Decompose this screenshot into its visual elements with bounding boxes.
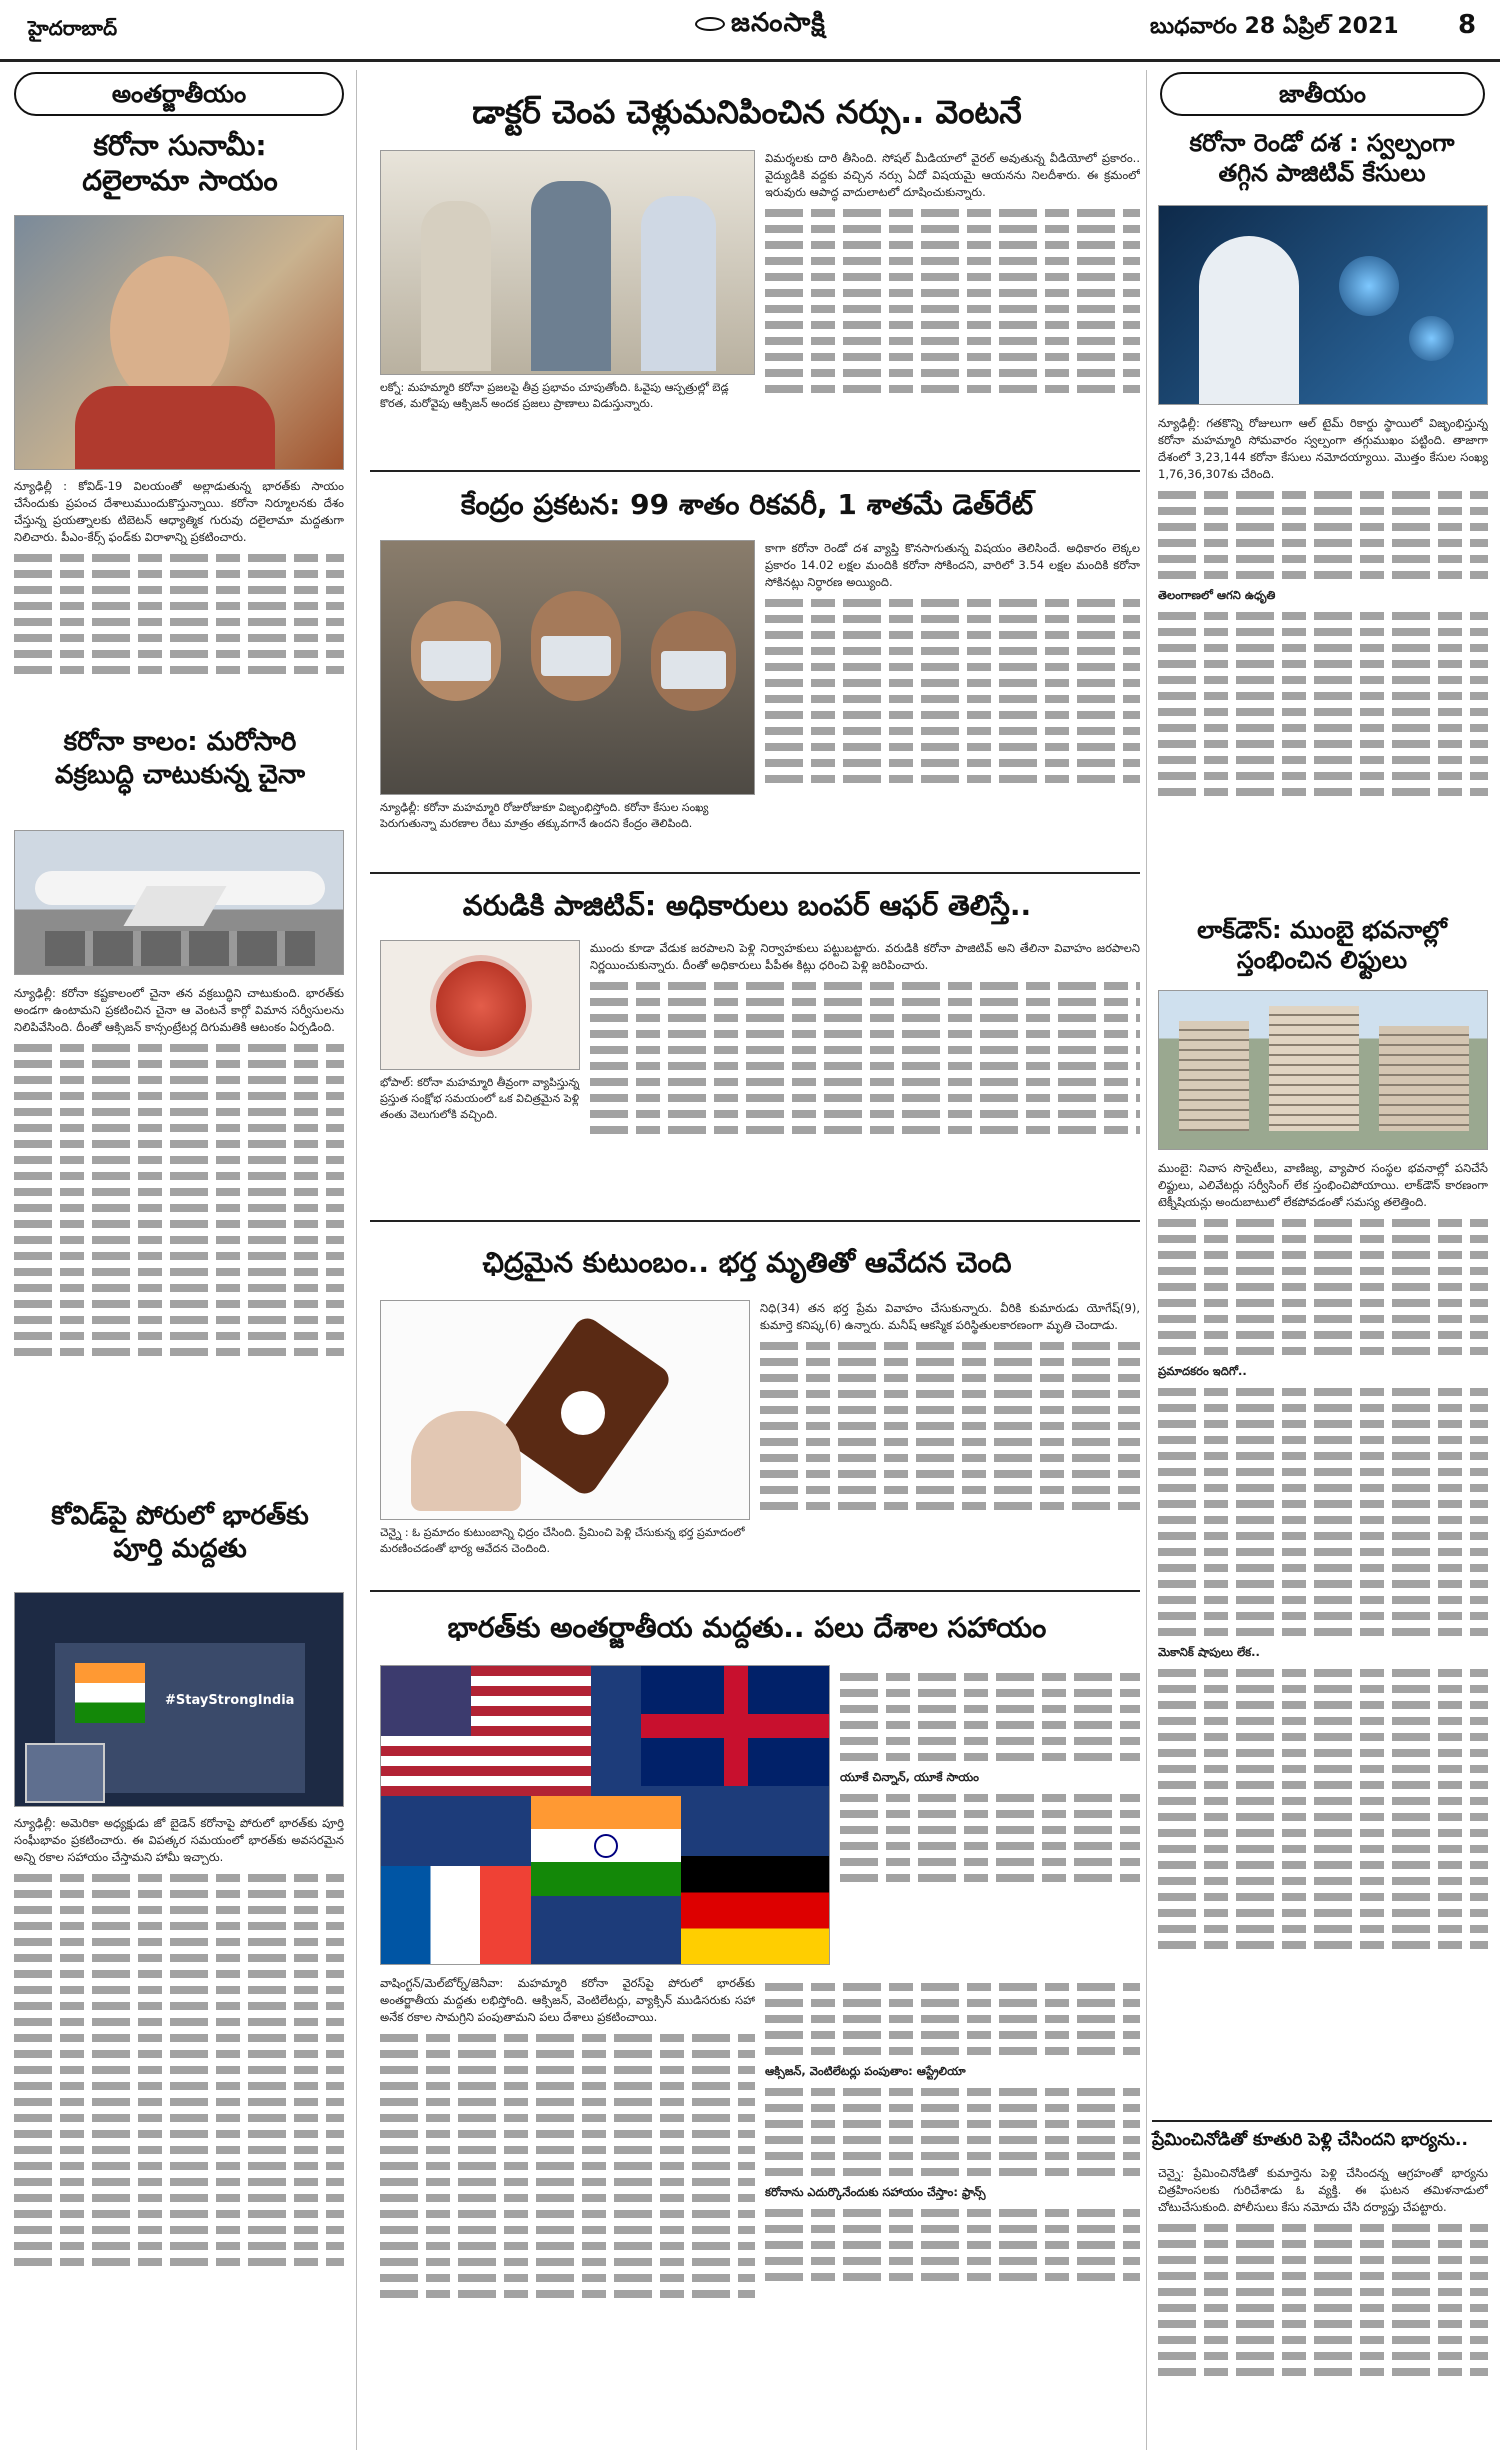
cargo-plane-photo (14, 830, 344, 975)
headline-mumbai-lifts (1152, 915, 1492, 975)
story-text: విమర్శలకు దారి తీసింది. సోషల్ మీడియాలో వైరల్ అవుతున్న వీడియోలో ప్రకారం.. వైద్యుడికి వద్దకు వచ్చిన నర్సు ఏదో విషయమై ఆయనను నిలదీశారు. ఈ క్రమంలో ఇరువురు ఆపాద్ధ వాదులాటలో దూషించుకున్నారు. (765, 151, 1140, 199)
story-text: చెన్నై: ప్రేమించినోడితో కుమార్తెను పెళ్లి చేసిందన్న ఆగ్రహంతో భార్యను చిత్రహింసలకు గురిచేశాడు ఓ వ్యక్తి. ఈ ఘటన తమిళనాడులో చోటుచేసుకుంది. పోలీసులు కేసు నమోదు చేసి దర్యాప్తు చేపట్టారు. (1158, 2166, 1488, 2214)
story-text: వాషింగ్టన్/మెల్‌బోర్న్/జెనీవా: మహమ్మారి కరోనా వైరస్‌పై పోరులో భారత్‌కు అంతర్జాతీయ మద్దతు లభిస్తోంది. ఆక్సిజన్, వెంటిలేటర్లు, వ్యాక్సిన్ ముడిసరుకు సహా అనేక రకాల సామగ్రిని పంపుతామని పలు దేశాలు ప్రకటించాయి. (380, 1976, 755, 2024)
headline-line: స్తంభించిన లిఫ్టులు (1236, 946, 1408, 974)
eye-icon (695, 17, 725, 31)
india-flag-projection (75, 1663, 145, 1723)
ppe-doctor-photo (1158, 205, 1488, 405)
headline-recovery: కేంద్రం ప్రకటన: 99 శాతం రికవరీ, 1 శాతమే డెత్‌రేట్ (460, 488, 1034, 521)
story-body (1158, 415, 1488, 910)
headline-line: కరోనా సునామీ: (93, 129, 267, 162)
building-shape (1379, 1026, 1469, 1131)
story-text: ముందు కూడా వేడుక జరపాలని పెళ్లి నిర్వాహకులు పట్టుబట్టారు. వరుడికి కరోనా పాజిటివ్ అని తేలినా వివాహం జరపాలని నిర్ణయించుకున్నారు. దీంతో అధికారులు పీపీఈ కిట్లు ధరించి పెళ్లి జరిపించారు. (590, 941, 1140, 972)
column-divider (356, 70, 357, 2450)
headline-international-aid: భారత్‌కు అంతర్జాతీయ మద్దతు.. పలు దేశాల సహాయం (447, 1611, 1047, 1644)
virus-shape (1339, 256, 1399, 316)
story-divider (370, 872, 1140, 874)
uk-flag (641, 1666, 830, 1786)
ppe-suit-shape (1199, 236, 1299, 405)
cargo-boxes (45, 931, 315, 966)
subheading: ఆక్సిజన్, వెంటిలేటర్లు పంపుతాం: ఆస్ట్రేలియా (765, 2064, 966, 2078)
story-text: న్యూఢిల్లీ: అమెరికా అధ్యక్షుడు జో బైడెన్ కరోనాపై పోరులో భారత్‌కు పూర్తి సంఘీభావం ప్రకటించారు. ఈ విపత్కర సమయంలో భారత్‌కు అవసరమైన అన్ని రకాల సహాయం చేస్తామని హామీ ఇచ్చారు. (14, 1816, 344, 1864)
column-divider (1146, 70, 1147, 2450)
story-text: న్యూఢిల్లీ: కరోనా కష్టకాలంలో చైనా తన వక్రబుద్ధిని చాటుకుంది. భారత్‌కు అండగా ఉంటామని ప్రకటించిన చైనా ఆ వెంటనే కార్గో విమాన సర్వీసులను నిలిపివేసింది. దీంతో ఆక్సిజన్ కాన్సంట్రేటర్ల దిగుమతికి ఆటంకం ఏర్పడింది. (14, 986, 344, 1034)
headline-line: దలైలామా సాయం (82, 164, 278, 197)
virus-shape (1409, 316, 1454, 361)
story-text: న్యూఢిల్లీ : కోవిడ్-19 విలయంతో అల్లాడుతున్న భారత్‌కు సాయం చేసేందుకు ప్రపంచ దేశాలుముందుకొస్తున్నాయి. కరోనా నిర్మూలనకు దేశం చేస్తున్న ప్రయత్నాలకు టిబెటన్ ఆధ్యాత్మిక గురువు దలైలామా మద్దతుగా నిలిచారు. పీఎం-కేర్స్ ఫండ్‌కు విరాళాన్ని ప్రకటించారు. (14, 479, 344, 544)
headline-support (10, 1500, 350, 1565)
page-number: 8 (1458, 10, 1477, 40)
story-text: నిధి(34) తన భర్త ప్రేమ వివాహం చేసుకున్నారు. వీరికి కుమారుడు యోగేష్(9), కుమార్తె కనిష్క(6) ఉన్నారు. మనీష్ ఆకస్మిక పరిస్థితులకారణంగా మృతి చెందాడు. (760, 1301, 1140, 1332)
uk-flag-cross (724, 1666, 748, 1786)
queue-photo (380, 540, 755, 795)
newspaper-logo (695, 8, 826, 44)
story-body (840, 1665, 1140, 1965)
person-shape (641, 196, 716, 371)
story-body (590, 940, 1140, 1215)
headline-line: తగ్గిన పాజిటివ్ కేసులు (1218, 159, 1426, 187)
chakra-icon (594, 1834, 618, 1858)
story-body (760, 1300, 1140, 1585)
mask-shape (421, 641, 491, 681)
headline-line: పూర్తి మద్దతు (113, 1533, 247, 1564)
hand-shape (411, 1411, 521, 1511)
subheading: ప్రమాదకరం ఇదిగో.. (1158, 1364, 1247, 1378)
story-divider (370, 470, 1140, 472)
story-body (765, 1975, 1140, 2445)
person-shape (421, 201, 491, 371)
flags-photo (380, 1665, 830, 1965)
headline-line: కరోనా రెండో దశ : స్వల్పంగా (1189, 129, 1455, 157)
hospital-photo (380, 150, 755, 375)
story-divider (370, 1590, 1140, 1592)
headline-line: కోవిడ్‌పై పోరులో భారత్‌కు (51, 1501, 309, 1531)
story-body (1158, 1160, 1488, 2115)
story-body (1158, 2165, 1488, 2445)
germany-flag (681, 1856, 830, 1965)
story-text: కాగా కరోనా రెండో దశ వ్యాప్తి కొనసాగుతున్న విషయం తెలిసిందే. అధికారం లెక్కల ప్రకారం 14.02 లక్షల మందికి కరోనా సోకిందని, వారిలో 3.54 లక్షల మందికి కరోనా సోకినట్లు నిర్ధారణ అయ్యింది. (765, 541, 1140, 589)
us-flag-canton (381, 1666, 471, 1736)
photo-caption: న్యూఢిల్లీ: కరోనా మహమ్మారి రోజురోజుకూ విజృంభిస్తోంది. కరోనా కేసుల సంఖ్య పెరుగుతున్నా మరణాల రేటు మాత్రం తక్కువగానే ఉందని కేంద్రం తెలిపింది. (380, 801, 709, 830)
city-name: హైదరాబాద్ (28, 16, 118, 40)
mask-shape (661, 651, 726, 689)
headline-line: లాక్‌డౌన్: ముంబై భవనాల్లో (1197, 916, 1447, 944)
virus-shape (436, 961, 526, 1051)
virus-photo (380, 940, 580, 1070)
story-body (765, 150, 1140, 460)
photo-caption: లక్నో: మహమ్మారి కరోనా ప్రజలపై తీవ్ర ప్రభావం చూపుతోంది. ఓవైపు ఆస్పత్రుల్లో బెడ్ల కొరత, మరోవైపు ఆక్సిజన్ అందక ప్రజలు ప్రాణాలు విడుస్తున్నారు. (380, 381, 729, 410)
story-text: ముంబై: నివాస సొసైటీలు, వాణిజ్య, వ్యాపార సంస్థల భవనాల్లో పనిచేసే లిఫ్టులు, ఎలివేటర్లు సర్వీసింగ్ లేక స్తంభించిపోయాయి. లాక్‌డౌన్ కారణంగా టెక్నీషియన్లు అందుబాటులో లేకపోవడంతో సమస్య తలెత్తింది. (1158, 1161, 1488, 1209)
person-shape (531, 181, 611, 371)
building-shape (1269, 1006, 1359, 1131)
india-flag (531, 1796, 681, 1896)
section-international: అంతర్జాతీయం (14, 72, 344, 116)
headline-groom: వరుడికి పాజిటివ్: అధికారులు బంపర్ ఆఫర్ తెలిస్తే.. (462, 889, 1032, 922)
building-shape (1179, 1021, 1249, 1131)
story-body (380, 1975, 755, 2445)
photo-caption: భోపాల్: కరోనా మహమ్మారి తీవ్రంగా వ్యాపిస్తున్న ప్రస్తుత సంక్షోభ సమయంలో ఒక విచిత్రమైన పెళ్లి తంతు వెలుగులోకి వచ్చింది. (380, 1076, 580, 1121)
headline-china (10, 726, 350, 791)
robe-shape (75, 386, 275, 470)
white-house-photo (14, 1592, 344, 1807)
story-text: న్యూఢిల్లీ: గతకొన్ని రోజులుగా ఆల్ టైమ్ రికార్డు స్థాయిలో విజృంభిస్తున్న కరోనా మహమ్మారి సోమవారం స్వల్పంగా తగ్గుముఖం పట్టింది. తాజాగా దేశంలో 3,23,144 కరోనా కేసులు నమోదయ్యాయి. మొత్తం కేసుల సంఖ్య 1,76,36,307కు చేరింది. (1158, 416, 1488, 481)
subheading: మెకానిక్ షాపులు లేక.. (1158, 1645, 1260, 1659)
section-national: జాతీయం (1160, 72, 1485, 116)
issue-date: బుధవారం 28 ఏప్రిల్ 2021 (1150, 14, 1399, 39)
headline-second-wave (1152, 128, 1492, 188)
photo-caption: చెన్నై : ఓ ప్రమాదం కుటుంబాన్ని ఛిద్రం చేసింది. ప్రేమించి పెళ్లి చేసుకున్న భర్త ప్రమాదంలో మరణించడంతో భార్య ఆవేదన చెందింది. (380, 1526, 745, 1555)
face-shape (110, 256, 230, 406)
subheading: కరోనాను ఎదుర్కొనేందుకు సహాయం చేస్తాం: ఫ్రాన్స్ (765, 2185, 986, 2199)
subheading: యూకే చిన్నాన్, యూకే సాయం (840, 1770, 980, 1784)
mask-shape (541, 636, 611, 676)
masthead (0, 0, 1500, 62)
story-divider (1152, 2120, 1492, 2122)
story-body (765, 540, 1140, 870)
story-divider (370, 1220, 1140, 1222)
headline-line: వక్రబుద్ధి చాటుకున్న చైనా (54, 759, 306, 790)
buildings-photo (1158, 990, 1488, 1150)
headline-family: ఛిద్రమైన కుటుంబం.. భర్త మృతితో ఆవేదన చెంది (482, 1246, 1012, 1279)
hashtag-text: #StayStrongIndia (165, 1693, 295, 1708)
story-body (14, 1815, 344, 2445)
headline-daughter-marriage: ప్రేమించినోడితో కూతురి పెళ్లి చేసిందని భార్యను.. (1152, 2130, 1468, 2150)
poison-photo (380, 1300, 750, 1520)
story-body (14, 478, 344, 718)
subheading: తెలంగాణలో ఆగని ఉధృతి (1158, 588, 1276, 602)
story-body (14, 985, 344, 1495)
france-flag (381, 1866, 531, 1965)
headline-line: కరోనా కాలం: మరోసారి (63, 727, 297, 757)
headline-dalai-lama (10, 128, 350, 198)
logo-text: జనంసాక్షి (731, 8, 826, 38)
skull-icon (561, 1391, 605, 1435)
headline-nurse: డాక్టర్ చెంప చెళ్లుమనిపించిన నర్సు.. వెంటనే (472, 93, 1022, 131)
dalai-lama-photo (14, 215, 344, 470)
inset-photo (25, 1743, 105, 1803)
